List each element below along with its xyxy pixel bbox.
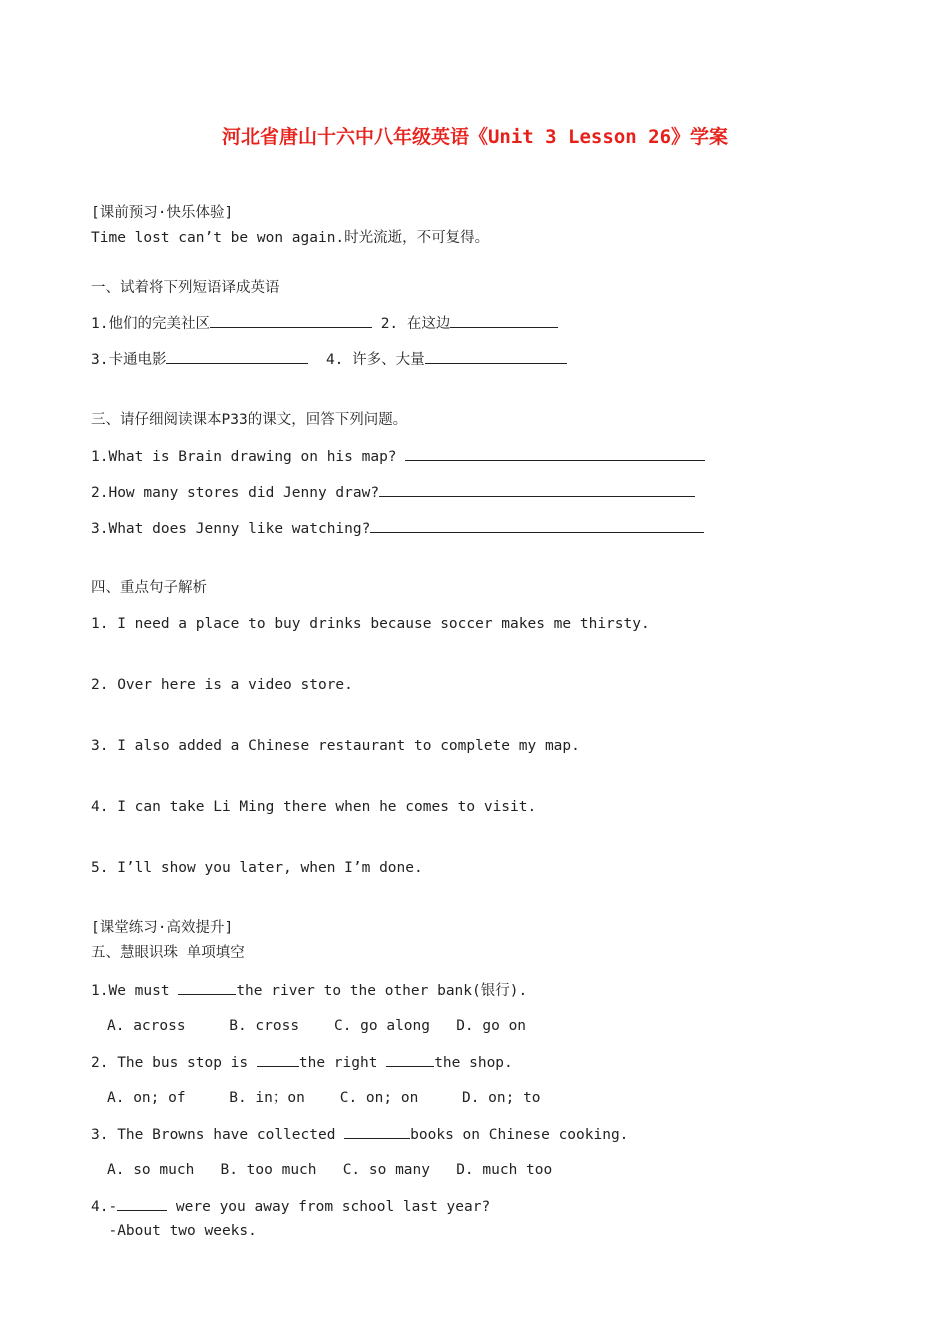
mc-question-2: 2. The bus stop is the right the shop. [91,1052,513,1073]
practice-header: [课堂练习·高效提升] [91,920,234,936]
answer-blank[interactable] [386,1052,434,1067]
answer-blank[interactable] [210,313,372,328]
question-row [91,482,695,503]
answer-blank[interactable] [379,482,695,497]
question-text: 2.How many stores did Jenny draw? [91,485,380,501]
question-text: 3.What does Jenny like watching? [91,521,371,537]
answer-blank[interactable] [425,349,567,364]
answer-blank[interactable] [405,446,705,461]
answer-blank[interactable] [450,313,558,328]
mc-question-3: 3. The Browns have collected books on Chinese cooking. [91,1124,628,1145]
answer-blank[interactable] [370,518,704,533]
key-sentence: 4. I can take Li Ming there when he comes to visit. [91,799,537,815]
preview-header: [课前预习·快乐体验] [91,205,234,221]
practice-heading: 五、慧眼识珠 单项填空 [91,945,245,961]
question-text: 1.What is Brain drawing on his map? [91,449,406,465]
preview-quote: Time lost can’t be won again.时光流逝，不可复得。 [91,230,490,246]
key-sentence: 2. Over here is a video store. [91,677,353,693]
key-sentence: 1. I need a place to buy drinks because soccer makes me thirsty. [91,616,650,632]
phrase-item: 4. 许多、大量 [325,352,425,368]
answer-blank[interactable] [257,1052,299,1067]
mc-answer-4: -About two weeks. [91,1223,257,1239]
mc-question-4: 4.- were you away from school last year? [91,1196,490,1217]
mc-question-1: 1.We must the river to the other bank(银行). [91,980,527,1001]
answer-blank[interactable] [117,1196,167,1211]
phrase-item: 3.卡通电影 [91,352,167,368]
page-title: 河北省唐山十六中八年级英语《Unit 3 Lesson 26》学案 [221,126,729,148]
section1-row-1 [91,313,558,334]
mc-options-1: A. across B. cross C. go along D. go on [107,1018,527,1034]
mc-options-3: A. so much B. too much C. so many D. much too [107,1162,553,1178]
question-row [91,518,704,539]
section1-row-2 [91,349,567,370]
key-sentence: 3. I also added a Chinese restaurant to complete my map. [91,738,580,754]
mc-options-2: A. on; of B. in；on C. on; on D. on; to [107,1090,541,1106]
section4-heading: 四、重点句子解析 [91,580,207,596]
phrase-item: 1.他们的完美社区 [91,316,210,332]
section3-heading: 三、请仔细阅读课本P33的课文，回答下列问题。 [91,412,408,428]
section1-heading: 一、试着将下列短语译成英语 [91,280,280,296]
phrase-item: 2. 在这边 [380,316,451,332]
key-sentence: 5. I’ll show you later, when I’m done. [91,860,423,876]
answer-blank[interactable] [344,1124,410,1139]
answer-blank[interactable] [178,980,236,995]
answer-blank[interactable] [166,349,308,364]
question-row [91,446,705,467]
